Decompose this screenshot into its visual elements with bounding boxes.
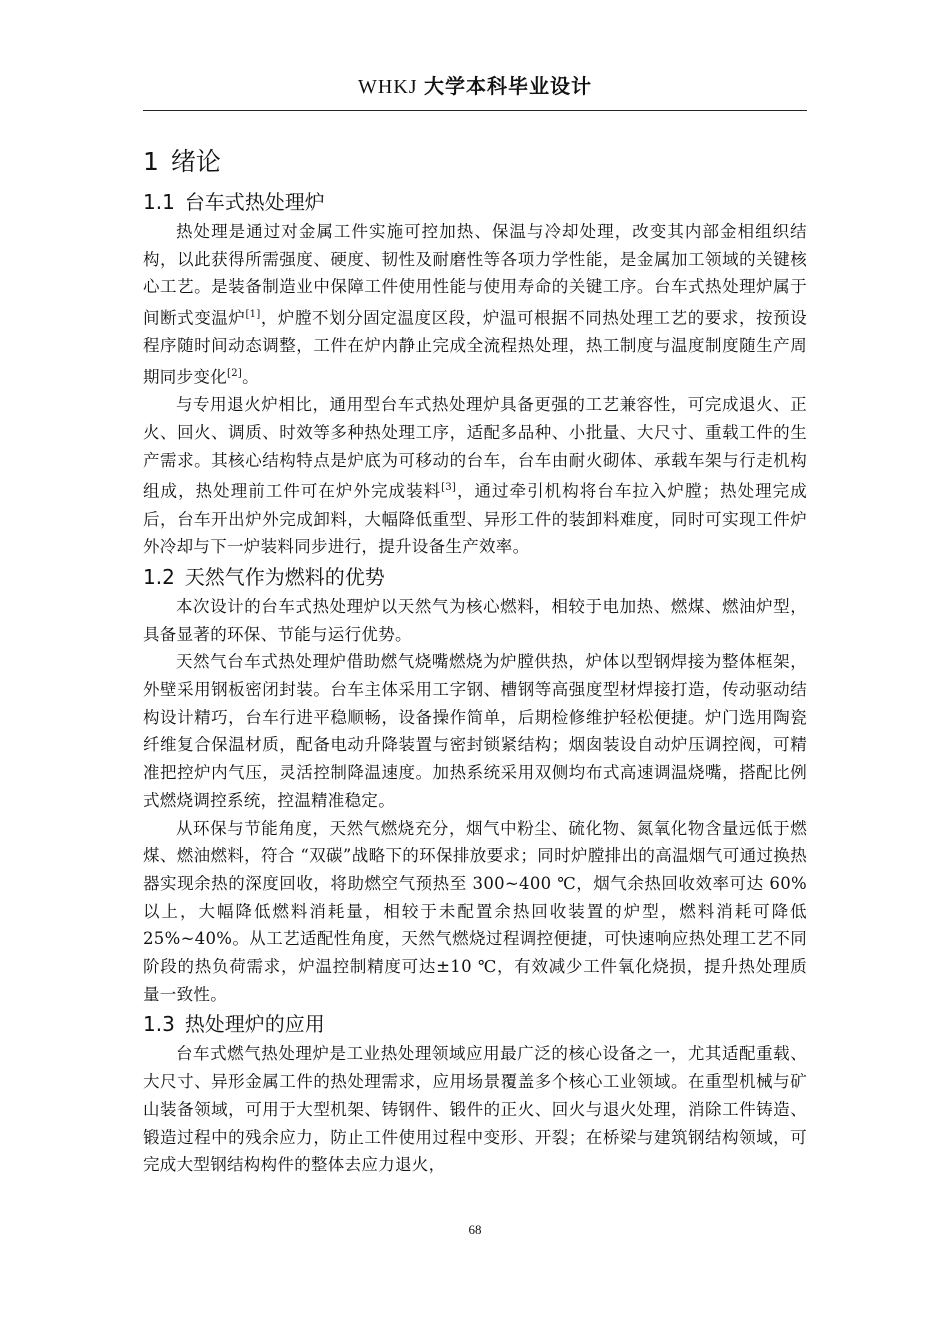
chapter-number: 1 (143, 147, 159, 176)
section-heading (143, 186, 807, 218)
paragraph: 与专用退火炉相比，通用型台车式热处理炉具备更强的工艺兼容性，可完成退火、正火、回火、调质、时效等多种热处理工序，适配多品种、小批量、大尺寸、重载工件的生产需求。其核心结构特点是炉底为可移动的台车，台车由耐火砌体、承载车架与行走机构组成，热处理前工件可在炉外完成装料[3]，通过牵引机构将台车拉入炉膛；热处理完成后，台车开出炉外完成卸料，大幅降低重型、异形工件的装卸料难度，同时可实现工件炉外冷却与下一炉装料同步进行，提升设备生产效率。 (143, 395, 807, 557)
paragraph: 从环保与节能角度，天然气燃烧充分，烟气中粉尘、硫化物、氮氧化物含量远低于燃煤、燃油燃料，符合 “双碳”战略下的环保排放要求；同时炉膛排出的高温烟气可通过换热器实现余热的深度回收，将助燃空气预热至 300~400 ℃，烟气余热回收效率可达 60%以上，大幅降低燃料消耗量，相较于未配置余热回收装置的炉型，燃料消耗可降低 25%~40%。从工艺适配性角度，天然气燃烧过程调控便捷，可快速响应热处理工艺不同阶段的热负荷需求，炉温控制精度可达±10 ℃，有效减少工件氧化烧损，提升热处理质量一致性。 (143, 818, 807, 1004)
header-rule (143, 110, 807, 111)
paragraph: 热处理是通过对金属工件实施可控加热、保温与冷却处理，改变其内部金相组织结构，以此获得所需强度、硬度、韧性及耐磨性等各项力学性能，是金属加工领域的关键核心工艺。是装备制造业中保障工件使用性能与使用寿命的关键工序。台车式热处理炉属于间断式变温炉[1]，炉膛不划分固定温度区段，炉温可根据不同热处理工艺的要求，按预设程序随时间动态调整，工件在炉内静止完成全流程热处理，热工制度与温度制度随生产周期同步变化[2]。 (143, 222, 807, 387)
section-number: 1.3 (143, 1012, 175, 1037)
section-title: 热处理炉的应用 (184, 1012, 325, 1037)
section-title: 台车式热处理炉 (184, 190, 325, 214)
citation-marker: [1] (245, 309, 261, 321)
section-1-3 (143, 1008, 807, 1179)
section-1-1 (143, 186, 807, 561)
section-number: 1.1 (143, 190, 175, 214)
section-1-2 (143, 561, 807, 1009)
chapter-heading (143, 142, 807, 182)
citation-marker: [3] (441, 482, 457, 494)
chapter-title: 绪论 (170, 147, 221, 176)
paragraph: 本次设计的台车式热处理炉以天然气为核心燃料，相较于电加热、燃煤、燃油炉型，具备显著的环保、节能与运行优势。 (143, 596, 807, 644)
section-heading (143, 561, 807, 593)
paragraph: 台车式燃气热处理炉是工业热处理领域应用最广泛的核心设备之一，尤其适配重载、大尺寸、异形金属工件的热处理需求，应用场景覆盖多个核心工业领域。在重型机械与矿山装备领域，可用于大型机架、铸钢件、锻件的正火、回火与退火处理，消除工件铸造、锻造过程中的残余应力，防止工件使用过程中变形、开裂；在桥梁与建筑钢结构领域，可完成大型钢结构构件的整体去应力退火， (143, 1044, 807, 1175)
page-header (143, 72, 807, 101)
section-heading (143, 1008, 807, 1040)
citation-marker: [2] (227, 368, 243, 380)
header-code: WHKJ (358, 76, 418, 98)
page-body (143, 142, 807, 1179)
section-number: 1.2 (143, 564, 175, 589)
page-number: 68 (468, 1222, 482, 1237)
section-title: 天然气作为燃料的优势 (184, 564, 385, 589)
header-title: 大学本科毕业设计 (423, 74, 592, 98)
paragraph: 天然气台车式热处理炉借助燃气烧嘴燃烧为炉膛供热，炉体以型钢焊接为整体框架，外壁采用钢板密闭封装。台车主体采用工字钢、槽钢等高强度型材焊接打造，传动驱动结构设计精巧，台车行进平稳顺畅，设备操作简单，后期检修维护轻松便捷。炉门选用陶瓷纤维复合保温材质，配备电动升降装置与密封锁紧结构；烟囱装设自动炉压调控阀，可精准把控炉内气压，灵活控制降温速度。加热系统采用双侧均布式高速调温烧嘴，搭配比例式燃烧调控系统，控温精准稳定。 (143, 652, 807, 810)
